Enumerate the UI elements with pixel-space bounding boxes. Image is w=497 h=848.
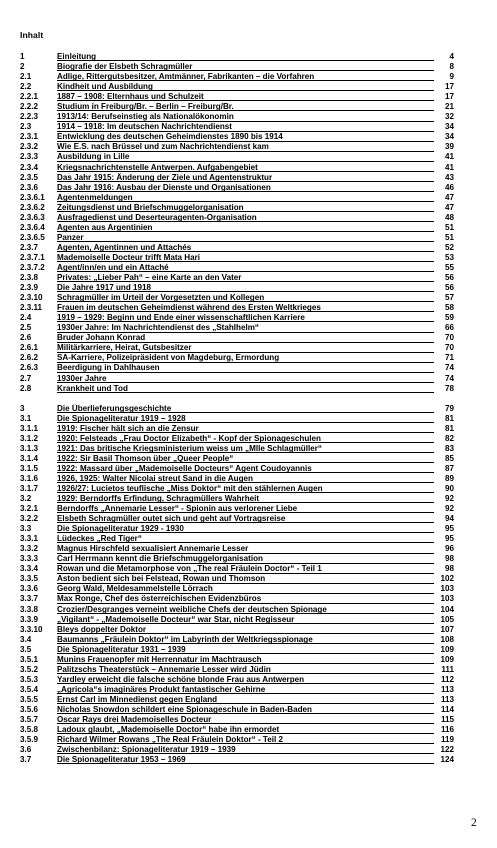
toc-entry-page: 119 <box>440 735 454 745</box>
toc-entry-page: 34 <box>444 132 454 142</box>
toc-entry-number: 2.8 <box>20 383 32 393</box>
toc-entry[interactable] <box>20 574 456 584</box>
toc-entry[interactable] <box>20 735 456 745</box>
toc-entry-title: Die Spionageliteratur 1929 - 1930 <box>57 524 184 534</box>
toc-entry-number: 3.2.1 <box>20 504 39 514</box>
toc-entry-title: Richard Wilmer Rowans „The Real Fräulein Doktor“ - Teil 2 <box>57 735 283 745</box>
toc-entry[interactable] <box>20 132 456 142</box>
toc-entry-page: 108 <box>440 634 454 644</box>
toc-entry-title: 1926/27: Lucietos teuflische „Miss Doktor“ mit den stählernen Augen <box>57 483 323 493</box>
toc-entry-page: 43 <box>444 172 454 182</box>
toc-entry[interactable] <box>20 564 456 574</box>
toc-entry-title: Studium in Freiburg/Br. – Berlin – Freiburg/Br. <box>57 102 234 112</box>
toc-entry-title: Zeitungsdienst und Briefschmuggelorganisation <box>57 202 244 212</box>
toc-entry-number: 2.1 <box>20 72 32 82</box>
toc-entry-page: 70 <box>444 343 454 353</box>
toc-entry-page: 116 <box>440 725 454 735</box>
toc-entry-title: 1926, 1925: Walter Nicolai streut Sand in die Augen <box>57 473 253 483</box>
toc-entry-title: Max Ronge, Chef des österreichischen Evidenzbüros <box>57 594 262 604</box>
toc-entry-number: 2.3.6.5 <box>20 232 45 242</box>
toc-entry-page: 47 <box>444 202 454 212</box>
toc-entry-number: 3.5.1 <box>20 654 39 664</box>
toc-entry-number: 2.3.6.3 <box>20 212 45 222</box>
toc-entry-title: 1921: Das britische Kriegsministerium weiss um „Mlle Schlagmüller“ <box>57 443 322 453</box>
toc-entry[interactable] <box>20 615 456 625</box>
toc-entry-number: 3.3.5 <box>20 574 39 584</box>
toc-entry[interactable] <box>20 82 456 92</box>
toc-entry-page: 46 <box>444 182 454 192</box>
toc-entry[interactable] <box>20 605 456 615</box>
toc-entry-page: 53 <box>444 252 454 262</box>
toc-entry-page: 102 <box>440 574 454 584</box>
toc-entry-page: 98 <box>444 564 454 574</box>
toc-entry[interactable] <box>20 655 456 665</box>
toc-entry-number: 2.6.1 <box>20 343 39 353</box>
toc-entry-title: Palitzschs Theaterstück – Annemarie Lesser wird Jüdin <box>57 664 271 674</box>
toc-entry-title: 1919 – 1929: Beginn und Ende einer wissenschaftlichen Karriere <box>57 313 305 323</box>
toc-entry-number: 2.4 <box>20 313 32 323</box>
toc-entry-page: 105 <box>440 614 454 624</box>
toc-entry[interactable] <box>20 745 456 755</box>
toc-entry-title: SA-Karriere, Polizeipräsident von Magdeburg, Ermordung <box>57 353 280 363</box>
toc-entry[interactable] <box>20 715 456 725</box>
toc-entry[interactable] <box>20 323 456 333</box>
toc-entry-number: 2.6 <box>20 333 32 343</box>
toc-entry-page: 122 <box>440 745 454 755</box>
toc-entry-number: 3.3.6 <box>20 584 39 594</box>
toc-entry-title: Elsbeth Schragmüller outet sich und geht auf Vortragsreise <box>57 514 286 524</box>
page-number: 2 <box>471 817 477 829</box>
toc-entry[interactable] <box>20 213 456 223</box>
toc-entry-number: 2 <box>20 62 25 72</box>
toc-entry-title: Nicholas Snowdon schildert eine Spionageschule in Baden-Baden <box>57 705 312 714</box>
toc-entry-number: 3.3 <box>20 524 32 534</box>
toc-entry[interactable] <box>20 363 456 373</box>
toc-entry[interactable] <box>20 494 456 504</box>
toc-entry-page: 87 <box>444 463 454 473</box>
toc-entry-page: 21 <box>444 102 454 112</box>
toc-entry-title: 1922: Massard über „Mademoiselle Docteurs“ Agent Coudoyannis <box>57 463 312 473</box>
toc-entry-page: 59 <box>444 313 454 323</box>
toc-entry-page: 111 <box>441 664 454 674</box>
toc-entry-number: 3.5 <box>20 644 32 654</box>
toc-entry[interactable] <box>20 434 456 444</box>
toc-entry-title: Georg Wald, Meldesammelstelle Lörrach <box>57 584 213 594</box>
toc-entry-page: 78 <box>444 383 454 393</box>
toc-entry-number: 2.3.8 <box>20 273 39 283</box>
toc-entry-page: 92 <box>444 504 454 514</box>
toc-entry-title: Beerdigung in Dahlhausen <box>57 363 160 373</box>
toc-entry[interactable] <box>20 173 456 183</box>
toc-entry-page: 103 <box>440 594 454 604</box>
toc-entry-number: 1 <box>20 52 25 61</box>
toc-entry-page: 114 <box>440 705 454 714</box>
toc-entry[interactable] <box>20 695 456 705</box>
toc-entry-page: 9 <box>449 72 454 82</box>
toc-entry-number: 2.2.1 <box>20 92 39 102</box>
toc-entry-number: 3.7 <box>20 755 32 765</box>
toc-entry-page: 32 <box>444 112 454 122</box>
toc-entry-page: 79 <box>444 403 454 413</box>
toc-entry-underline <box>57 392 434 393</box>
toc-entry-title: Das Jahr 1915: Änderung der Ziele und Agentenstruktur <box>57 172 273 182</box>
toc-entry[interactable] <box>20 514 456 524</box>
toc-entry-title: Biografie der Elsbeth Schragmüller <box>57 62 193 72</box>
toc-entry[interactable] <box>20 665 456 675</box>
toc-entry[interactable] <box>20 343 456 353</box>
toc-entry[interactable] <box>20 645 456 655</box>
toc-entry-number: 3.1.2 <box>20 433 39 443</box>
toc-entry-page: 52 <box>444 242 454 252</box>
toc-entry[interactable] <box>20 152 456 162</box>
toc-entry-number: 3.6 <box>20 745 32 755</box>
toc-entry-title: Berndorffs „Annemarie Lesser“ - Spionin aus verlorener Liebe <box>57 504 298 514</box>
toc-entry-number: 3.3.2 <box>20 544 39 554</box>
toc-entry[interactable] <box>20 102 456 112</box>
toc-entry-page: 81 <box>444 423 454 433</box>
toc-entry-page: 109 <box>440 654 454 664</box>
toc-entry-title: Ernst Carl im Minnedienst gegen England <box>57 694 218 704</box>
toc-entry-number: 3.2 <box>20 494 32 504</box>
toc-entry-title: Entwicklung des deutschen Geheimdienstes 1890 bis 1914 <box>57 132 283 142</box>
toc-entry-page: 4 <box>449 52 454 61</box>
toc-entry-number: 3.5.4 <box>20 684 39 694</box>
toc-entry-title: 1920: Felsteads „Frau Doctor Elizabeth“ - Kopf der Spionageschulen <box>57 433 321 443</box>
toc-entry-number: 3 <box>20 403 25 413</box>
toc-entry-page: 17 <box>444 92 454 102</box>
toc-entry-title: Militärkarriere, Heirat, Gutsbesitzer <box>57 343 192 353</box>
toc-entry[interactable] <box>20 193 456 203</box>
toc-entry[interactable] <box>20 92 456 102</box>
toc-entry-title: Mademoiselle Docteur trifft Mata Hari <box>57 252 201 262</box>
toc-entry[interactable] <box>20 534 456 544</box>
toc-entry-title: 1922: Sir Basil Thomson über „Queer People“ <box>57 453 234 463</box>
toc-entry-title: Aston bedient sich bei Felstead, Rowan und Thomson <box>57 574 266 584</box>
toc-entry-number: 3.1.5 <box>20 463 39 473</box>
toc-entry-page: 70 <box>444 333 454 343</box>
toc-entry-title: Ausbildung in Lille <box>57 152 130 162</box>
toc-entry-number: 3.1.3 <box>20 443 39 453</box>
toc-entry-title: Privates: „Lieber Pah“ – eine Karte an den Vater <box>57 273 242 283</box>
toc-entry-page: 74 <box>444 373 454 383</box>
toc-entry-number: 2.3 <box>20 122 32 132</box>
toc-entry-title: Krankheit und Tod <box>57 383 128 393</box>
toc-entry[interactable] <box>20 122 456 132</box>
toc-entry-title: Die Jahre 1917 und 1918 <box>57 283 152 293</box>
toc-entry-page: 95 <box>444 524 454 534</box>
toc-entry-page: 82 <box>444 433 454 443</box>
toc-entry-number: 3.3.10 <box>20 624 43 634</box>
toc-entry-page: 56 <box>444 273 454 283</box>
toc-entry[interactable] <box>20 414 456 424</box>
toc-entry-page: 109 <box>440 644 454 654</box>
toc-entry-title: Bleys doppelter Doktor <box>57 624 147 634</box>
toc-entry[interactable] <box>20 223 456 233</box>
toc-entry-title: Das Jahr 1916: Ausbau der Dienste und Organisationen <box>57 182 271 192</box>
toc-entry-number: 2.3.6.1 <box>20 192 45 202</box>
toc-entry-page: 83 <box>444 443 454 453</box>
toc-entry-title: Agenten, Agentinnen und Attachés <box>57 242 192 252</box>
toc-entry-number: 3.1.6 <box>20 473 39 483</box>
toc-entry-page: 113 <box>440 694 454 704</box>
toc-entry-number: 3.5.9 <box>20 735 39 745</box>
toc-entry-page: 71 <box>444 353 454 363</box>
toc-entry[interactable] <box>20 273 456 283</box>
toc-entry-title: „Vigilant“ - „Mademoiselle Docteur“ war Star, nicht Regisseur <box>57 614 295 624</box>
toc-entry-title: Die Spionageliteratur 1919 – 1928 <box>57 413 186 423</box>
toc-entry-number: 3.5.5 <box>20 694 39 704</box>
toc-entry-page: 66 <box>444 323 454 333</box>
table-of-contents <box>20 52 456 765</box>
toc-entry[interactable] <box>20 544 456 554</box>
toc-entry-title: Die Überlieferungsgeschichte <box>57 403 172 413</box>
toc-entry[interactable] <box>20 62 456 72</box>
toc-entry-number: 3.1.7 <box>20 483 39 493</box>
toc-entry-title: Kriegsnachrichtenstelle Antwerpen. Aufgabengebiet <box>57 162 258 172</box>
toc-entry-title: Panzer <box>57 232 84 242</box>
toc-entry-title: Agenten aus Argentinien <box>57 222 153 232</box>
toc-entry-title: Die Spionageliteratur 1931 – 1939 <box>57 644 186 654</box>
toc-entry-number: 3.1 <box>20 413 32 423</box>
toc-entry-page: 124 <box>440 755 454 765</box>
toc-entry-number: 2.3.7 <box>20 242 39 252</box>
toc-entry-title: Wie E.S. nach Brüssel und zum Nachrichtendienst kam <box>57 142 269 152</box>
toc-entry-number: 3.5.2 <box>20 664 39 674</box>
toc-entry-title: Rowan und die Metamorphose von „The real Fräulein Doctor“ - Teil 1 <box>57 564 322 574</box>
toc-entry-number: 2.3.6 <box>20 182 39 192</box>
toc-entry[interactable] <box>20 635 456 645</box>
toc-entry[interactable] <box>20 384 456 394</box>
toc-heading: Inhalt <box>20 30 44 40</box>
toc-entry-number: 3.5.7 <box>20 715 39 725</box>
toc-entry-number: 3.2.2 <box>20 514 39 524</box>
toc-entry-title: Magnus Hirschfeld sexualisiert Annemarie Lesser <box>57 544 249 554</box>
toc-entry-number: 2.2.3 <box>20 112 39 122</box>
toc-entry[interactable] <box>20 293 456 303</box>
toc-entry-page: 85 <box>444 453 454 463</box>
toc-entry-number: 2.3.6.4 <box>20 222 45 232</box>
toc-entry-number: 2.5 <box>20 323 32 333</box>
toc-entry-page: 95 <box>444 534 454 544</box>
toc-entry[interactable] <box>20 424 456 434</box>
toc-entry-number: 2.2 <box>20 82 32 92</box>
toc-entry-page: 112 <box>440 674 454 684</box>
toc-entry[interactable] <box>20 484 456 494</box>
toc-entry-title: Munins Frauenopfer mit Herrennatur im Machtrausch <box>57 654 262 664</box>
toc-entry-page: 51 <box>444 232 454 242</box>
toc-entry-page: 8 <box>449 62 454 72</box>
toc-entry-page: 48 <box>444 212 454 222</box>
toc-entry-number: 2.2.2 <box>20 102 39 112</box>
toc-entry-page: 94 <box>444 514 454 524</box>
toc-entry-number: 2.6.2 <box>20 353 39 363</box>
toc-entry-title: 1930er Jahre <box>57 373 107 383</box>
toc-entry-title: Einleitung <box>57 52 97 61</box>
toc-entry[interactable] <box>20 755 456 765</box>
toc-entry[interactable] <box>20 72 456 82</box>
toc-entry-page: 34 <box>444 122 454 132</box>
toc-entry-title: 1919: Fischer hält sich an die Zensur <box>57 423 199 433</box>
toc-entry-number: 3.1.1 <box>20 423 39 433</box>
toc-entry-page: 51 <box>444 222 454 232</box>
toc-entry-title: 1930er Jahre: Im Nachrichtendienst des „Stahlhelm“ <box>57 323 259 333</box>
toc-entry-number: 2.3.5 <box>20 172 39 182</box>
toc-entry-page: 56 <box>444 283 454 293</box>
toc-entry-page: 89 <box>444 473 454 483</box>
toc-entry-title: Ausfragedienst und Deserteuragenten-Organisation <box>57 212 257 222</box>
toc-entry-number: 2.3.9 <box>20 283 39 293</box>
toc-entry-title: „Agricola“s imaginäres Produkt fantastischer Gehirne <box>57 684 266 694</box>
toc-entry-page: 90 <box>444 483 454 493</box>
toc-entry-number: 2.3.11 <box>20 303 43 313</box>
toc-entry[interactable] <box>20 524 456 534</box>
toc-entry[interactable] <box>20 142 456 152</box>
toc-entry-page: 41 <box>444 162 454 172</box>
toc-entry-number: 3.5.6 <box>20 705 39 714</box>
toc-entry-number: 3.3.7 <box>20 594 39 604</box>
toc-entry-title: Ladoux glaubt, „Mademoiselle Doctor“ habe ihn ermordet <box>57 725 280 735</box>
toc-entry-title: Adlige, Rittergutsbesitzer, Amtmänner, Fabrikanten – die Vorfahren <box>57 72 315 82</box>
toc-entry-page: 17 <box>444 82 454 92</box>
toc-entry-page: 113 <box>440 684 454 694</box>
toc-entry-title: 1914 – 1918: Im deutschen Nachrichtendienst <box>57 122 232 132</box>
toc-entry-page: 74 <box>444 363 454 373</box>
toc-entry-title: 1913/14: Berufseinstieg als Nationalökonomin <box>57 112 234 122</box>
toc-entry[interactable] <box>20 594 456 604</box>
toc-entry-title: Agent/inn/en und ein Attaché <box>57 262 169 272</box>
toc-entry-number: 2.3.6.2 <box>20 202 45 212</box>
toc-entry-title: Kindheit und Ausbildung <box>57 82 153 92</box>
toc-entry[interactable] <box>20 554 456 564</box>
toc-entry-title: 1929: Berndorffs Erfindung, Schragmüllers Wahrheit <box>57 494 260 504</box>
toc-entry-page: 107 <box>440 624 454 634</box>
toc-entry[interactable] <box>20 313 456 323</box>
toc-entry-page: 115 <box>440 715 454 725</box>
toc-entry-page: 58 <box>444 303 454 313</box>
toc-entry-page: 55 <box>444 262 454 272</box>
toc-entry[interactable] <box>20 454 456 464</box>
toc-entry[interactable] <box>20 374 456 384</box>
toc-entry-title: Die Spionageliteratur 1953 – 1969 <box>57 755 186 765</box>
toc-entry[interactable] <box>20 333 456 343</box>
toc-entry-number: 3.3.8 <box>20 604 39 614</box>
toc-entry[interactable] <box>20 625 456 635</box>
toc-entry-number: 3.5.8 <box>20 725 39 735</box>
toc-entry[interactable] <box>20 163 456 173</box>
toc-entry[interactable] <box>20 675 456 685</box>
toc-entry[interactable] <box>20 725 456 735</box>
toc-entry[interactable] <box>20 404 456 414</box>
toc-entry-number: 2.3.1 <box>20 132 39 142</box>
toc-entry[interactable] <box>20 183 456 193</box>
toc-entry[interactable] <box>20 705 456 715</box>
toc-entry-title: Crozier/Desgranges verneint weibliche Chefs der deutschen Spionage <box>57 604 327 614</box>
toc-entry-page: 57 <box>444 293 454 303</box>
toc-entry-title: Baumanns „Fräulein Doktor“ im Labyrinth der Weltkriegsspionage <box>57 634 313 644</box>
toc-entry-page: 92 <box>444 494 454 504</box>
toc-entry[interactable] <box>20 584 456 594</box>
toc-entry-title: 1887 – 1908: Elternhaus und Schulzeit <box>57 92 204 102</box>
toc-entry[interactable] <box>20 203 456 213</box>
toc-entry-underline <box>57 763 434 764</box>
toc-entry-number: 2.3.10 <box>20 293 43 303</box>
toc-entry-number: 2.6.3 <box>20 363 39 373</box>
toc-entry-title: Lüdeckes „Red Tiger“ <box>57 534 142 544</box>
toc-entry-number: 2.3.7.2 <box>20 262 45 272</box>
toc-entry-number: 2.3.3 <box>20 152 39 162</box>
toc-entry[interactable] <box>20 504 456 514</box>
toc-entry[interactable] <box>20 464 456 474</box>
toc-entry[interactable] <box>20 474 456 484</box>
toc-entry-page: 103 <box>440 584 454 594</box>
toc-entry-title: Bruder Johann Konrad <box>57 333 146 343</box>
toc-entry-number: 3.1.4 <box>20 453 39 463</box>
toc-entry-title: Oscar Rays drei Mademoiselles Docteur <box>57 715 212 725</box>
toc-entry-title: Yardley erweicht die falsche schöne blonde Frau aus Antwerpen <box>57 674 305 684</box>
toc-entry-title: Zwischenbilanz: Spionageliteratur 1919 – 1939 <box>57 745 236 755</box>
toc-entry[interactable] <box>20 303 456 313</box>
toc-entry[interactable] <box>20 253 456 263</box>
toc-entry-number: 3.4 <box>20 634 32 644</box>
toc-entry-page: 81 <box>444 413 454 423</box>
toc-entry[interactable] <box>20 283 456 293</box>
toc-entry-number: 3.5.3 <box>20 674 39 684</box>
toc-entry-title: Frauen im deutschen Geheimdienst während des Ersten Weltkrieges <box>57 303 321 313</box>
toc-entry-number: 2.3.2 <box>20 142 39 152</box>
toc-entry-number: 2.3.7.1 <box>20 252 45 262</box>
toc-entry-page: 47 <box>444 192 454 202</box>
toc-entry-number: 3.3.9 <box>20 614 39 624</box>
toc-entry[interactable] <box>20 263 456 273</box>
toc-entry-number: 3.3.4 <box>20 564 39 574</box>
toc-entry-title: Agentenmeldungen <box>57 192 133 202</box>
toc-entry-number: 3.3.3 <box>20 554 39 564</box>
toc-entry[interactable] <box>20 112 456 122</box>
toc-entry[interactable] <box>20 233 456 243</box>
toc-entry-page: 104 <box>440 604 454 614</box>
toc-entry-number: 2.3.4 <box>20 162 39 172</box>
toc-entry[interactable] <box>20 353 456 363</box>
toc-entry-page: 39 <box>444 142 454 152</box>
toc-entry-title: Schragmüller im Urteil der Vorgesetzten und Kollegen <box>57 293 265 303</box>
toc-entry-page: 98 <box>444 554 454 564</box>
toc-entry-page: 41 <box>444 152 454 162</box>
toc-entry[interactable] <box>20 685 456 695</box>
toc-entry-number: 2.7 <box>20 373 32 383</box>
toc-entry[interactable] <box>20 52 456 62</box>
toc-entry[interactable] <box>20 444 456 454</box>
toc-entry-title: Carl Herrmann kennt die Briefschmuggelorganisation <box>57 554 263 564</box>
toc-entry-page: 96 <box>444 544 454 554</box>
toc-entry-number: 3.3.1 <box>20 534 39 544</box>
toc-entry[interactable] <box>20 243 456 253</box>
